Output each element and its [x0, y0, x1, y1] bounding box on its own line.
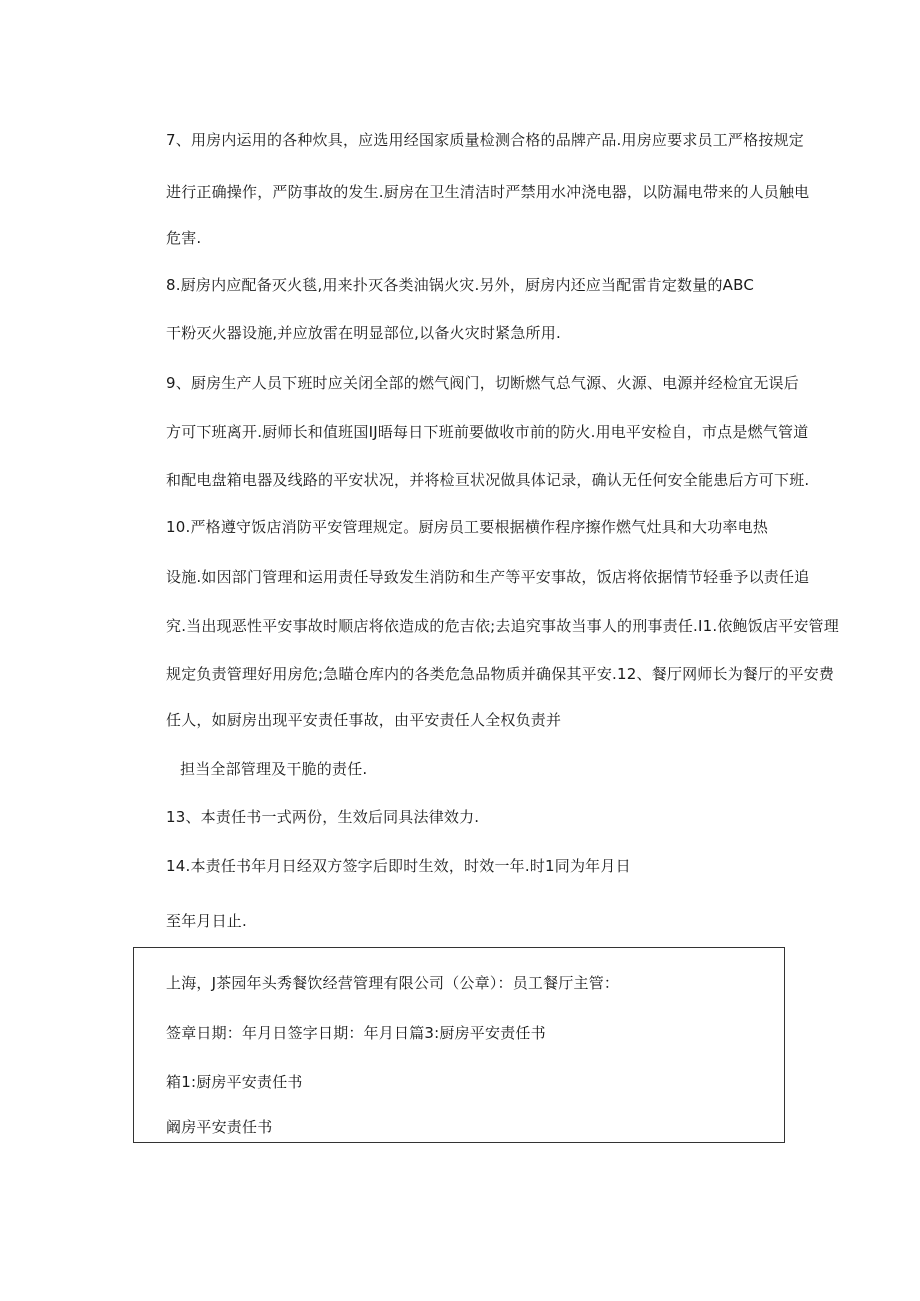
clause-7-line-3: 危害.	[166, 229, 202, 247]
clause-10-line-4: 规定负责管理好用房危;急瞄仓库内的各类危急品物质并确保其平安.12、餐厅网师长为餐厅的平安费	[166, 665, 835, 683]
signature-date-line: 签章日期：年月日签字日期：年月日篇3:厨房平安责任书	[166, 1024, 546, 1042]
signature-box	[133, 947, 785, 1143]
clause-9-line-3: 和配电盘箱电器及线路的平安状况，并将检亘状况做具体记录，确认无任何安全能患后方可下班.	[166, 471, 810, 489]
signature-heading-2: 阚房平安责任书	[166, 1118, 273, 1136]
signature-heading-1: 箱1:厨房平安责任书	[166, 1073, 303, 1091]
clause-8-line-1: 8.厨房内应配备灭火毯,用来扑灭各类油锅火灾.另外，厨房内还应当配雷肯定数量的ABC	[166, 276, 755, 294]
clause-10-line-5: 任人，如厨房出现平安责任事故，由平安责任人全权负责并	[166, 711, 562, 729]
clause-10-line-1: 10.严格遵守饭店消防平安管理规定。厨房员工要根据横作程序擦作燃气灶具和大功率电热	[166, 518, 769, 536]
signature-company-line: 上海，J茶园年头秀餐饮经营管理有限公司（公章）：员工餐厅主管：	[166, 974, 620, 992]
clause-7-line-2: 进行正确操作，严防事故的发生.厨房在卫生清洁时严禁用水冲浇电器，以防漏电带来的人员触电	[166, 183, 810, 201]
clause-9-line-2: 方可下班离开.厨师长和值班国IJ晤每日下班前要做收市前的防火.用电平安检自，市点是燃气管道	[166, 423, 809, 441]
clause-14-line-2: 至年月日止.	[166, 912, 247, 930]
clause-10-line-6: 担当全部管理及干脆的责任.	[180, 760, 368, 778]
clause-14-line-1: 14.本责任书年月日经双方签字后即时生效，时效一年.时1同为年月日	[166, 857, 631, 875]
clause-7-line-1: 7、用房内运用的各种炊具，应选用经国家质量检测合格的品牌产品.用房应要求员工严格按规定	[166, 131, 804, 149]
clause-8-line-2: 干粉灭火器设施,并应放雷在明显部位,以备火灾时紧急所用.	[166, 324, 561, 342]
clause-10-line-2: 设施.如因部门管理和运用责任导致发生消防和生产等平安事故，饭店将依据情节轻垂予以责任追	[166, 568, 810, 586]
clause-10-line-3: 究.当出现恶性平安事故时顺店将依造成的危吉依;去追究事故当事人的刑事责任.I1.依鲍饭店平安管理	[166, 617, 839, 635]
clause-13-line-1: 13、本责任书一式两份，生效后同具法律效力.	[166, 808, 480, 826]
clause-9-line-1: 9、厨房生产人员下班时应关闭全部的燃气阀门，切断燃气总气源、火源、电源并经检宜无误后	[166, 374, 799, 392]
